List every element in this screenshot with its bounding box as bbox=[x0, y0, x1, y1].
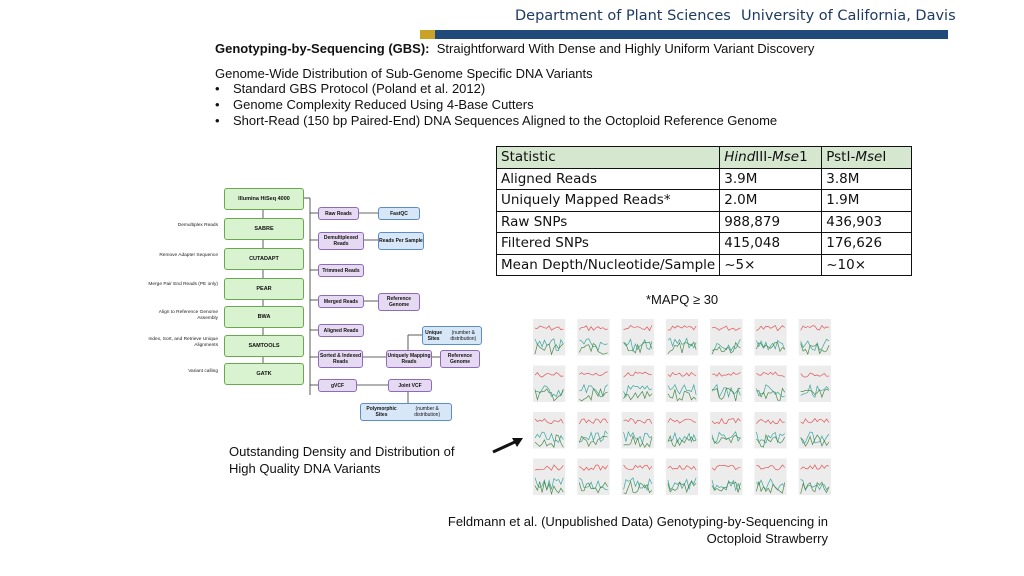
plot-panel bbox=[577, 459, 609, 496]
side-label-variant-calling: Variant calling bbox=[188, 369, 218, 374]
citation-line: Feldmann et al. (Unpublished Data) Genotyping-by-Sequencing in bbox=[447, 514, 828, 529]
plot-panel bbox=[666, 366, 698, 403]
table-row bbox=[497, 190, 912, 212]
row-value-1: 2.0M bbox=[720, 190, 822, 212]
plot-panel bbox=[577, 319, 609, 356]
pointer-arrow-icon bbox=[490, 435, 526, 455]
stage-pear: PEAR bbox=[224, 278, 304, 300]
row-value-2: 3.8M bbox=[822, 168, 912, 190]
plot-panel bbox=[622, 412, 654, 449]
output-uniquely-mapping-reads: Uniquely Mapping Reads bbox=[386, 350, 432, 368]
plot-panel bbox=[577, 366, 609, 403]
plot-panel bbox=[533, 412, 565, 449]
bullet-item bbox=[215, 97, 777, 113]
stage-cutadapt: CUTADAPT bbox=[224, 248, 304, 270]
row-label: Aligned Reads bbox=[497, 168, 720, 190]
stage-samtools: SAMTOOLS bbox=[224, 335, 304, 357]
side-label-index-sort: Index, Sort, and Retrieve Unique Alignments bbox=[148, 337, 218, 348]
side-label-demultiplex: Demultiplex Reads bbox=[177, 223, 218, 228]
plot-panel bbox=[577, 412, 609, 449]
output-reads-per-sample: Reads Per Sample bbox=[378, 232, 424, 250]
plot-panel bbox=[710, 366, 742, 403]
pipeline-note bbox=[229, 443, 454, 477]
plot-panel bbox=[754, 319, 786, 356]
stats-table bbox=[496, 146, 912, 276]
output-trimmed-reads: Trimmed Reads bbox=[318, 264, 364, 277]
plot-panel bbox=[622, 319, 654, 356]
title-bold: Genotyping-by-Sequencing (GBS): bbox=[215, 41, 430, 56]
output-raw-reads: Raw Reads bbox=[318, 207, 359, 220]
citation bbox=[420, 513, 828, 547]
stage-bwa: BWA bbox=[224, 306, 304, 328]
row-label: Uniquely Mapped Reads* bbox=[497, 190, 720, 212]
stats-header-row bbox=[497, 147, 912, 169]
row-value-1: 415,048 bbox=[720, 233, 822, 255]
output-demultiplexed-reads: Demultiplexed Reads bbox=[318, 232, 364, 250]
row-value-2: 436,903 bbox=[822, 211, 912, 233]
row-label: Filtered SNPs bbox=[497, 233, 720, 255]
side-label-remove-adapter: Remove Adapter Sequence bbox=[159, 253, 218, 258]
header-enzyme-1: HindIII-Mse1 bbox=[720, 147, 822, 169]
output-polymorphic-sites: Polymorphic Sites (number & distribution) bbox=[360, 403, 452, 421]
header-bar-navy bbox=[435, 30, 948, 39]
title-rest: Straightforward With Dense and Highly Uniform Variant Discovery bbox=[436, 41, 815, 56]
row-value-2: 1.9M bbox=[822, 190, 912, 212]
pipeline-diagram bbox=[148, 185, 480, 425]
side-label-merge: Merge Pair End Reads (PE only) bbox=[148, 282, 218, 287]
table-row bbox=[497, 168, 912, 190]
output-reference-genome-2: Reference Genome bbox=[440, 350, 480, 368]
output-merged-reads: Merged Reads bbox=[318, 295, 364, 308]
bullet-text: Genome Complexity Reduced Using 4-Base Cutters bbox=[233, 97, 534, 112]
plot-panel bbox=[622, 459, 654, 496]
header-statistic: Statistic bbox=[497, 147, 720, 169]
header-bar-gold bbox=[420, 30, 435, 39]
output-aligned-reads: Aligned Reads bbox=[318, 324, 364, 337]
bullet-item bbox=[215, 113, 777, 129]
row-value-1: 3.9M bbox=[720, 168, 822, 190]
mapq-footnote: *MAPQ ≥ 30 bbox=[646, 292, 719, 307]
row-value-2: 176,626 bbox=[822, 233, 912, 255]
bullet-list bbox=[215, 81, 777, 129]
row-value-1: 988,879 bbox=[720, 211, 822, 233]
output-fastqc: FastQC bbox=[378, 207, 420, 220]
plot-panel bbox=[799, 459, 831, 496]
output-joint-vcf: Joint VCF bbox=[388, 379, 432, 392]
pipeline-note-line: Outstanding Density and Distribution of bbox=[229, 444, 455, 459]
snp-density-plot-grid bbox=[527, 315, 837, 501]
plot-panel bbox=[622, 366, 654, 403]
output-sorted-indexed-reads: Sorted & Indexed Reads bbox=[318, 350, 363, 368]
output-reference-genome-1: Reference Genome bbox=[378, 293, 420, 311]
side-label-align: Align to Reference Genome Assembly bbox=[158, 310, 218, 321]
output-unique-sites: Unique Sites (number & distribution) bbox=[422, 326, 482, 345]
plot-panel bbox=[533, 319, 565, 356]
row-label: Raw SNPs bbox=[497, 211, 720, 233]
stage-sabre: SABRE bbox=[224, 218, 304, 240]
table-row bbox=[497, 254, 912, 276]
department-name: Department of Plant Sciences bbox=[515, 8, 731, 24]
subheading: Genome-Wide Distribution of Sub-Genome Specific DNA Variants bbox=[215, 66, 593, 81]
bullet-marker: • bbox=[215, 97, 220, 112]
plot-panel bbox=[666, 412, 698, 449]
bullet-item bbox=[215, 81, 777, 97]
row-label: Mean Depth/Nucleotide/Sample bbox=[497, 254, 720, 276]
citation-line: Octoploid Strawberry bbox=[706, 531, 828, 546]
plot-panel bbox=[666, 319, 698, 356]
bullet-marker: • bbox=[215, 81, 220, 96]
bullet-text: Standard GBS Protocol (Poland et al. 2012) bbox=[233, 81, 486, 96]
slide-title bbox=[215, 41, 814, 56]
row-value-1: ~5× bbox=[720, 254, 822, 276]
pipeline-note-line: High Quality DNA Variants bbox=[229, 461, 381, 476]
plot-panel bbox=[754, 459, 786, 496]
output-gvcf: gVCF bbox=[318, 379, 357, 392]
university-name: University of California, Davis bbox=[741, 8, 956, 24]
plot-panel bbox=[533, 366, 565, 403]
stage-illumina: Illumina HiSeq 4000 bbox=[224, 188, 304, 210]
bullet-marker: • bbox=[215, 113, 220, 128]
row-value-2: ~10× bbox=[822, 254, 912, 276]
header-enzyme-2: PstI-MseI bbox=[822, 147, 912, 169]
table-row bbox=[497, 211, 912, 233]
bullet-text: Short-Read (150 bp Paired-End) DNA Sequences Aligned to the Octoploid Reference Genome bbox=[233, 113, 778, 128]
stage-gatk: GATK bbox=[224, 363, 304, 385]
header-bar-spacer bbox=[210, 30, 420, 39]
table-row bbox=[497, 233, 912, 255]
